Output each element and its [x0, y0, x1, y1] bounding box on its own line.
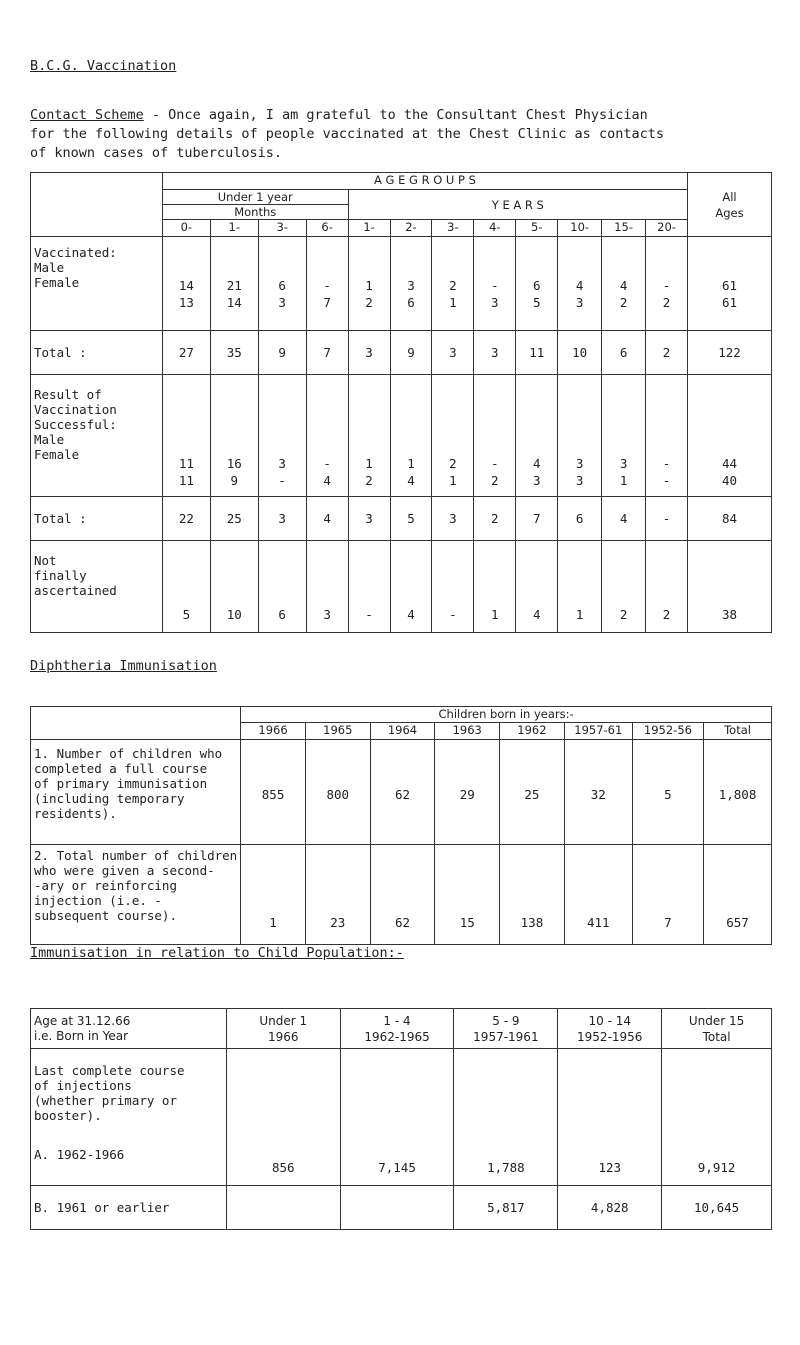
success-total: 4 — [306, 497, 348, 541]
success-cell — [516, 375, 558, 497]
reinforcing-count: 7 — [632, 845, 703, 945]
population-col-header: 5 - 9 1957-1961 — [454, 1009, 558, 1049]
age-col-header: 5- — [516, 220, 558, 237]
vaccinated-total-label: Total : — [31, 331, 163, 375]
vaccinated-cell — [258, 237, 306, 331]
success-female: 4 — [323, 473, 331, 488]
vaccinated-total: 3 — [474, 331, 516, 375]
not-ascertained: - — [432, 541, 474, 633]
success-female: 2 — [491, 473, 499, 488]
primary-count: 25 — [500, 740, 565, 845]
success-total: 25 — [210, 497, 258, 541]
age-col-header: 10- — [558, 220, 602, 237]
success-female: 1 — [619, 473, 628, 488]
vaccinated-total: 9 — [258, 331, 306, 375]
vaccinated-total: 27 — [162, 331, 210, 375]
success-cell — [162, 375, 210, 497]
bcg-table — [30, 172, 772, 633]
success-cell — [558, 375, 602, 497]
row-a-value: 9,912 — [662, 1049, 772, 1186]
row-b-value — [226, 1186, 340, 1230]
birth-year-header: 1952-56 — [632, 723, 703, 740]
birth-year-header: 1957-61 — [564, 723, 632, 740]
vaccinated-female: 3 — [278, 295, 286, 310]
primary-count: 29 — [435, 740, 500, 845]
reinforcing-count: 15 — [435, 845, 500, 945]
vaccinated-male: 4 — [619, 278, 628, 293]
age-col-header: 3- — [258, 220, 306, 237]
success-cell — [390, 375, 432, 497]
primary-count: 1,808 — [704, 740, 772, 845]
primary-count: 32 — [564, 740, 632, 845]
diphtheria-corner — [31, 707, 241, 740]
vaccinated-cell — [602, 237, 646, 331]
vaccinated-male: 2 — [449, 278, 457, 293]
vaccinated-male: 6 — [532, 278, 541, 293]
vaccinated-total: 10 — [558, 331, 602, 375]
intro-lead: Contact Scheme — [30, 107, 144, 123]
not-ascertained: 6 — [258, 541, 306, 633]
row-a-label: A. 1962-1966 — [34, 1147, 125, 1162]
success-cell — [432, 375, 474, 497]
success-cell — [688, 375, 772, 497]
not-ascertained: 10 — [210, 541, 258, 633]
population-col-header: 1 - 4 1962-1965 — [340, 1009, 454, 1049]
vaccinated-total: 11 — [516, 331, 558, 375]
vaccinated-male: 14 — [178, 278, 194, 293]
success-cell — [258, 375, 306, 497]
success-total: 84 — [688, 497, 772, 541]
row-b-value: 10,645 — [662, 1186, 772, 1230]
not-ascertained: 4 — [390, 541, 432, 633]
row-b-value — [340, 1186, 454, 1230]
success-cell — [348, 375, 390, 497]
primary-count: 855 — [241, 740, 306, 845]
row-a-value: 856 — [226, 1049, 340, 1186]
success-male: 16 — [226, 456, 242, 471]
success-male: 11 — [178, 456, 194, 471]
intro-paragraph — [30, 106, 664, 163]
reinforcing-count: 1 — [241, 845, 306, 945]
age-col-header: 2- — [390, 220, 432, 237]
population-col-header: Under 15 Total — [662, 1009, 772, 1049]
vaccinated-female: 2 — [365, 295, 373, 310]
vaccinated-total: 122 — [688, 331, 772, 375]
success-male: - — [491, 456, 499, 471]
success-cell — [646, 375, 688, 497]
success-total: 3 — [432, 497, 474, 541]
vaccinated-male: - — [491, 278, 499, 293]
age-col-header: 15- — [602, 220, 646, 237]
success-total-label: Total : — [31, 497, 163, 541]
population-col-header: Under 1 1966 — [226, 1009, 340, 1049]
vaccinated-male: 4 — [575, 278, 584, 293]
all-ages-header: All Ages — [688, 173, 772, 237]
age-groups-header: A G E G R O U P S — [162, 173, 687, 190]
vaccinated-female: 3 — [491, 295, 499, 310]
population-table — [30, 1008, 772, 1230]
vaccinated-female: 2 — [619, 295, 628, 310]
vaccinated-female: 7 — [323, 295, 331, 310]
page-header: B.C.G. Vaccination — [30, 58, 177, 74]
vaccinated-female: 14 — [226, 295, 242, 310]
success-male: 3 — [575, 456, 584, 471]
vaccinated-female: 5 — [532, 295, 541, 310]
not-ascertained: 38 — [688, 541, 772, 633]
vaccinated-male: - — [323, 278, 331, 293]
success-cell — [210, 375, 258, 497]
success-female: 11 — [178, 473, 194, 488]
intro-line1: - Once again, I am grateful to the Consultant Chest Physician — [143, 107, 648, 123]
years-header: Y E A R S — [348, 190, 687, 220]
primary-count: 62 — [370, 740, 435, 845]
intro-line2: for the following details of people vaccinated at the Chest Clinic as contacts — [30, 126, 664, 142]
not-ascertained-label: Not finally ascertained — [31, 541, 163, 633]
row-a-value: 1,788 — [454, 1049, 558, 1186]
vaccinated-cell — [390, 237, 432, 331]
success-male: - — [662, 456, 671, 471]
diphtheria-heading: Diphtheria Immunisation — [30, 658, 217, 674]
result-label: Result of Vaccination Successful: Male Female — [31, 375, 163, 497]
row-b-value: 4,828 — [558, 1186, 662, 1230]
not-ascertained: 3 — [306, 541, 348, 633]
under1-header: Under 1 year — [162, 190, 348, 205]
success-total: 2 — [474, 497, 516, 541]
diphtheria-table — [30, 706, 772, 945]
success-male: 3 — [619, 456, 628, 471]
success-total: 3 — [258, 497, 306, 541]
success-female: - — [278, 473, 286, 488]
vaccinated-total: 6 — [602, 331, 646, 375]
vaccinated-female: 13 — [178, 295, 194, 310]
vaccinated-male: 6 — [278, 278, 286, 293]
birth-year-header: 1963 — [435, 723, 500, 740]
not-ascertained: 2 — [646, 541, 688, 633]
not-ascertained: 1 — [558, 541, 602, 633]
success-male: 3 — [278, 456, 286, 471]
vaccinated-female: 6 — [407, 295, 415, 310]
not-ascertained: 2 — [602, 541, 646, 633]
not-ascertained: - — [348, 541, 390, 633]
vaccinated-male: 3 — [407, 278, 415, 293]
months-header: Months — [162, 205, 348, 220]
intro-line3: of known cases of tuberculosis. — [30, 145, 282, 161]
vaccinated-cell — [646, 237, 688, 331]
success-total: 4 — [602, 497, 646, 541]
success-male: 4 — [532, 456, 541, 471]
success-female: - — [662, 473, 671, 488]
reinforcing-count: 62 — [370, 845, 435, 945]
birth-year-header: 1965 — [305, 723, 370, 740]
vaccinated-total: 3 — [432, 331, 474, 375]
success-cell — [306, 375, 348, 497]
reinforcing-count: 411 — [564, 845, 632, 945]
age-col-header: 6- — [306, 220, 348, 237]
vaccinated-female: 2 — [662, 295, 671, 310]
vaccinated-cell — [558, 237, 602, 331]
course-label: Last complete course of injections (whether primary or booster). — [34, 1063, 185, 1123]
birth-year-header: 1962 — [500, 723, 565, 740]
age-col-header: 1- — [348, 220, 390, 237]
birth-year-header: 1966 — [241, 723, 306, 740]
vaccinated-cell — [348, 237, 390, 331]
success-cell — [602, 375, 646, 497]
diphtheria-row1-label: 1. Number of children who completed a full course of primary immunisation (including temporary residents). — [31, 740, 241, 845]
not-ascertained: 1 — [474, 541, 516, 633]
vaccinated-label: Vaccinated: Male Female — [31, 237, 163, 331]
vaccinated-male: 21 — [226, 278, 242, 293]
vaccinated-cell — [474, 237, 516, 331]
bcg-corner — [31, 173, 163, 237]
vaccinated-female: 1 — [449, 295, 457, 310]
not-ascertained: 5 — [162, 541, 210, 633]
success-cell — [474, 375, 516, 497]
success-total: 22 — [162, 497, 210, 541]
vaccinated-cell — [516, 237, 558, 331]
diphtheria-row2-label: 2. Total number of children who were given a second- -ary or reinforcing injection (i.e. - subsequent course). — [31, 845, 241, 945]
vaccinated-total: 7 — [306, 331, 348, 375]
vaccinated-cell — [306, 237, 348, 331]
success-female: 2 — [365, 473, 373, 488]
age-col-header: 3- — [432, 220, 474, 237]
reinforcing-count: 657 — [704, 845, 772, 945]
vaccinated-total: 35 — [210, 331, 258, 375]
reinforcing-count: 138 — [500, 845, 565, 945]
success-female: 3 — [575, 473, 584, 488]
reinforcing-count: 23 — [305, 845, 370, 945]
success-female: 40 — [721, 473, 738, 488]
success-female: 4 — [407, 473, 415, 488]
row-b-value: 5,817 — [454, 1186, 558, 1230]
row-a-value: 123 — [558, 1049, 662, 1186]
vaccinated-male: 61 — [721, 278, 738, 293]
success-female: 3 — [532, 473, 541, 488]
success-male: 44 — [721, 456, 738, 471]
vaccinated-total: 9 — [390, 331, 432, 375]
success-total: 3 — [348, 497, 390, 541]
success-total: 5 — [390, 497, 432, 541]
age-col-header: 0- — [162, 220, 210, 237]
vaccinated-female: 61 — [721, 295, 738, 310]
vaccinated-cell — [210, 237, 258, 331]
not-ascertained: 4 — [516, 541, 558, 633]
vaccinated-female: 3 — [575, 295, 584, 310]
vaccinated-total: 3 — [348, 331, 390, 375]
success-male: 1 — [407, 456, 415, 471]
vaccinated-male: - — [662, 278, 671, 293]
success-male: 2 — [449, 456, 457, 471]
population-row-label — [31, 1049, 227, 1186]
birth-year-header: Total — [704, 723, 772, 740]
success-male: 1 — [365, 456, 373, 471]
age-col-header: 1- — [210, 220, 258, 237]
success-total: 6 — [558, 497, 602, 541]
vaccinated-cell — [162, 237, 210, 331]
vaccinated-cell — [432, 237, 474, 331]
row-b-label: B. 1961 or earlier — [31, 1186, 227, 1230]
success-total: 7 — [516, 497, 558, 541]
age-col-header: 4- — [474, 220, 516, 237]
success-male: - — [323, 456, 331, 471]
age-col-header: 20- — [646, 220, 688, 237]
success-total: - — [646, 497, 688, 541]
population-heading: Immunisation in relation to Child Population:- — [30, 945, 404, 961]
born-header: Children born in years:- — [241, 707, 772, 723]
row-a-value: 7,145 — [340, 1049, 454, 1186]
vaccinated-cell — [688, 237, 772, 331]
primary-count: 5 — [632, 740, 703, 845]
vaccinated-male: 1 — [365, 278, 373, 293]
vaccinated-total: 2 — [646, 331, 688, 375]
success-female: 9 — [230, 473, 239, 488]
age-label: Age at 31.12.66 i.e. Born in Year — [31, 1009, 227, 1049]
primary-count: 800 — [305, 740, 370, 845]
population-col-header: 10 - 14 1952-1956 — [558, 1009, 662, 1049]
birth-year-header: 1964 — [370, 723, 435, 740]
success-female: 1 — [449, 473, 457, 488]
